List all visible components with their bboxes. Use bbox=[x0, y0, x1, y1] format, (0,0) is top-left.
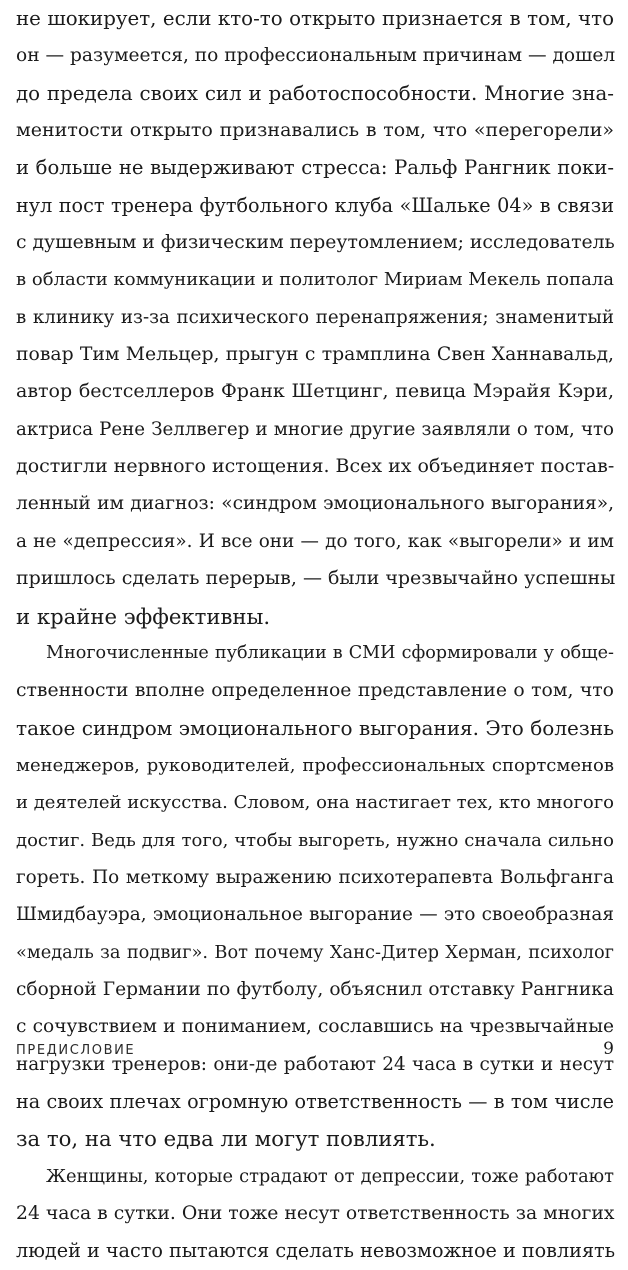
paragraph-first-line: Женщины, которые страдают от депрессии, тоже работают bbox=[46, 1165, 614, 1187]
text-line: людей и часто пытаются сделать невозможное и повлиять bbox=[16, 1239, 616, 1263]
text-line: он — разумеется, по профессиональным причинам — дошел bbox=[16, 45, 616, 67]
text-line: нагрузки тренеров: они-де работают 24 часа в сутки и несут bbox=[16, 1053, 614, 1075]
text-line: Шмидбауэра, эмоциональное выгорание — это своеобразная bbox=[16, 904, 614, 926]
text-line: и деятелей искусства. Словом, она настигает тех, кто многого bbox=[16, 792, 614, 814]
text-line: автор бестселлеров Франк Шетцинг, певица Мэрайя Кэри, bbox=[16, 380, 614, 403]
text-line: а не «депрессия». И все они — до того, как «выгорели» и им bbox=[16, 530, 614, 552]
text-line: и больше не выдерживают стресса: Ральф Рангник поки- bbox=[16, 156, 614, 180]
body-text bbox=[16, 0, 614, 1270]
text-line: гореть. По меткому выражению психотерапевта Вольфганга bbox=[16, 866, 614, 888]
text-line: до предела своих сил и работоспособности. Многие зна- bbox=[16, 81, 614, 105]
text-line: ственности вполне определенное представление о том, что bbox=[16, 680, 614, 702]
text-line: в клинику из-за психического перенапряжения; знаменитый bbox=[16, 306, 614, 328]
text-line: не шокирует, если кто-то открыто признается в том, что bbox=[16, 7, 614, 30]
text-line: менитости открыто признавались в том, что «перегорели» bbox=[16, 119, 614, 142]
text-line: в области коммуникации и политолог Мириам Мекель попала bbox=[16, 269, 614, 291]
running-footer-section-title: ПРЕДИСЛОВИЕ bbox=[16, 1043, 136, 1058]
text-line: 24 часа в сутки. Они тоже несут ответственность за многих bbox=[16, 1203, 615, 1224]
text-line: достигли нервного истощения. Всех их объединяет постав- bbox=[16, 455, 615, 478]
paragraph-end-line: за то, на что едва ли могут повлиять. bbox=[16, 1126, 436, 1152]
text-line: достиг. Ведь для того, чтобы выгореть, нужно сначала сильно bbox=[16, 829, 614, 851]
text-line: менеджеров, руководителей, профессиональных спортсменов bbox=[16, 754, 614, 776]
page-number: 9 bbox=[603, 1039, 614, 1059]
text-line: пришлось сделать перерыв, — были чрезвычайно успешны bbox=[16, 567, 616, 590]
text-line: нул пост тренера футбольного клуба «Шальке 04» в связи bbox=[16, 193, 614, 217]
text-line: такое синдром эмоционального выгорания. Это болезнь bbox=[16, 715, 614, 740]
text-line: с душевным и физическим переутомлением; исследователь bbox=[16, 232, 615, 254]
text-line: ленный им диагноз: «синдром эмоционального выгорания», bbox=[16, 493, 614, 515]
text-line: повар Тим Мельцер, прыгун с трамплина Свен Ханнавальд, bbox=[16, 344, 614, 366]
text-line: сборной Германии по футболу, объяснил отставку Рангника bbox=[16, 978, 614, 1000]
text-line: с сочувствием и пониманием, сославшись на чрезвычайные bbox=[16, 1016, 614, 1038]
text-line: актриса Рене Зеллвегер и многие другие заявляли о том, что bbox=[16, 418, 614, 440]
text-line: «медаль за подвиг». Вот почему Ханс-Дитер Херман, психолог bbox=[16, 941, 614, 963]
text-line: на своих плечах огромную ответственность — в том числе bbox=[16, 1089, 614, 1113]
paragraph-end-line: и крайне эффективны. bbox=[16, 603, 271, 629]
paragraph-first-line: Многочисленные публикации в СМИ сформировали у обще- bbox=[46, 642, 614, 663]
